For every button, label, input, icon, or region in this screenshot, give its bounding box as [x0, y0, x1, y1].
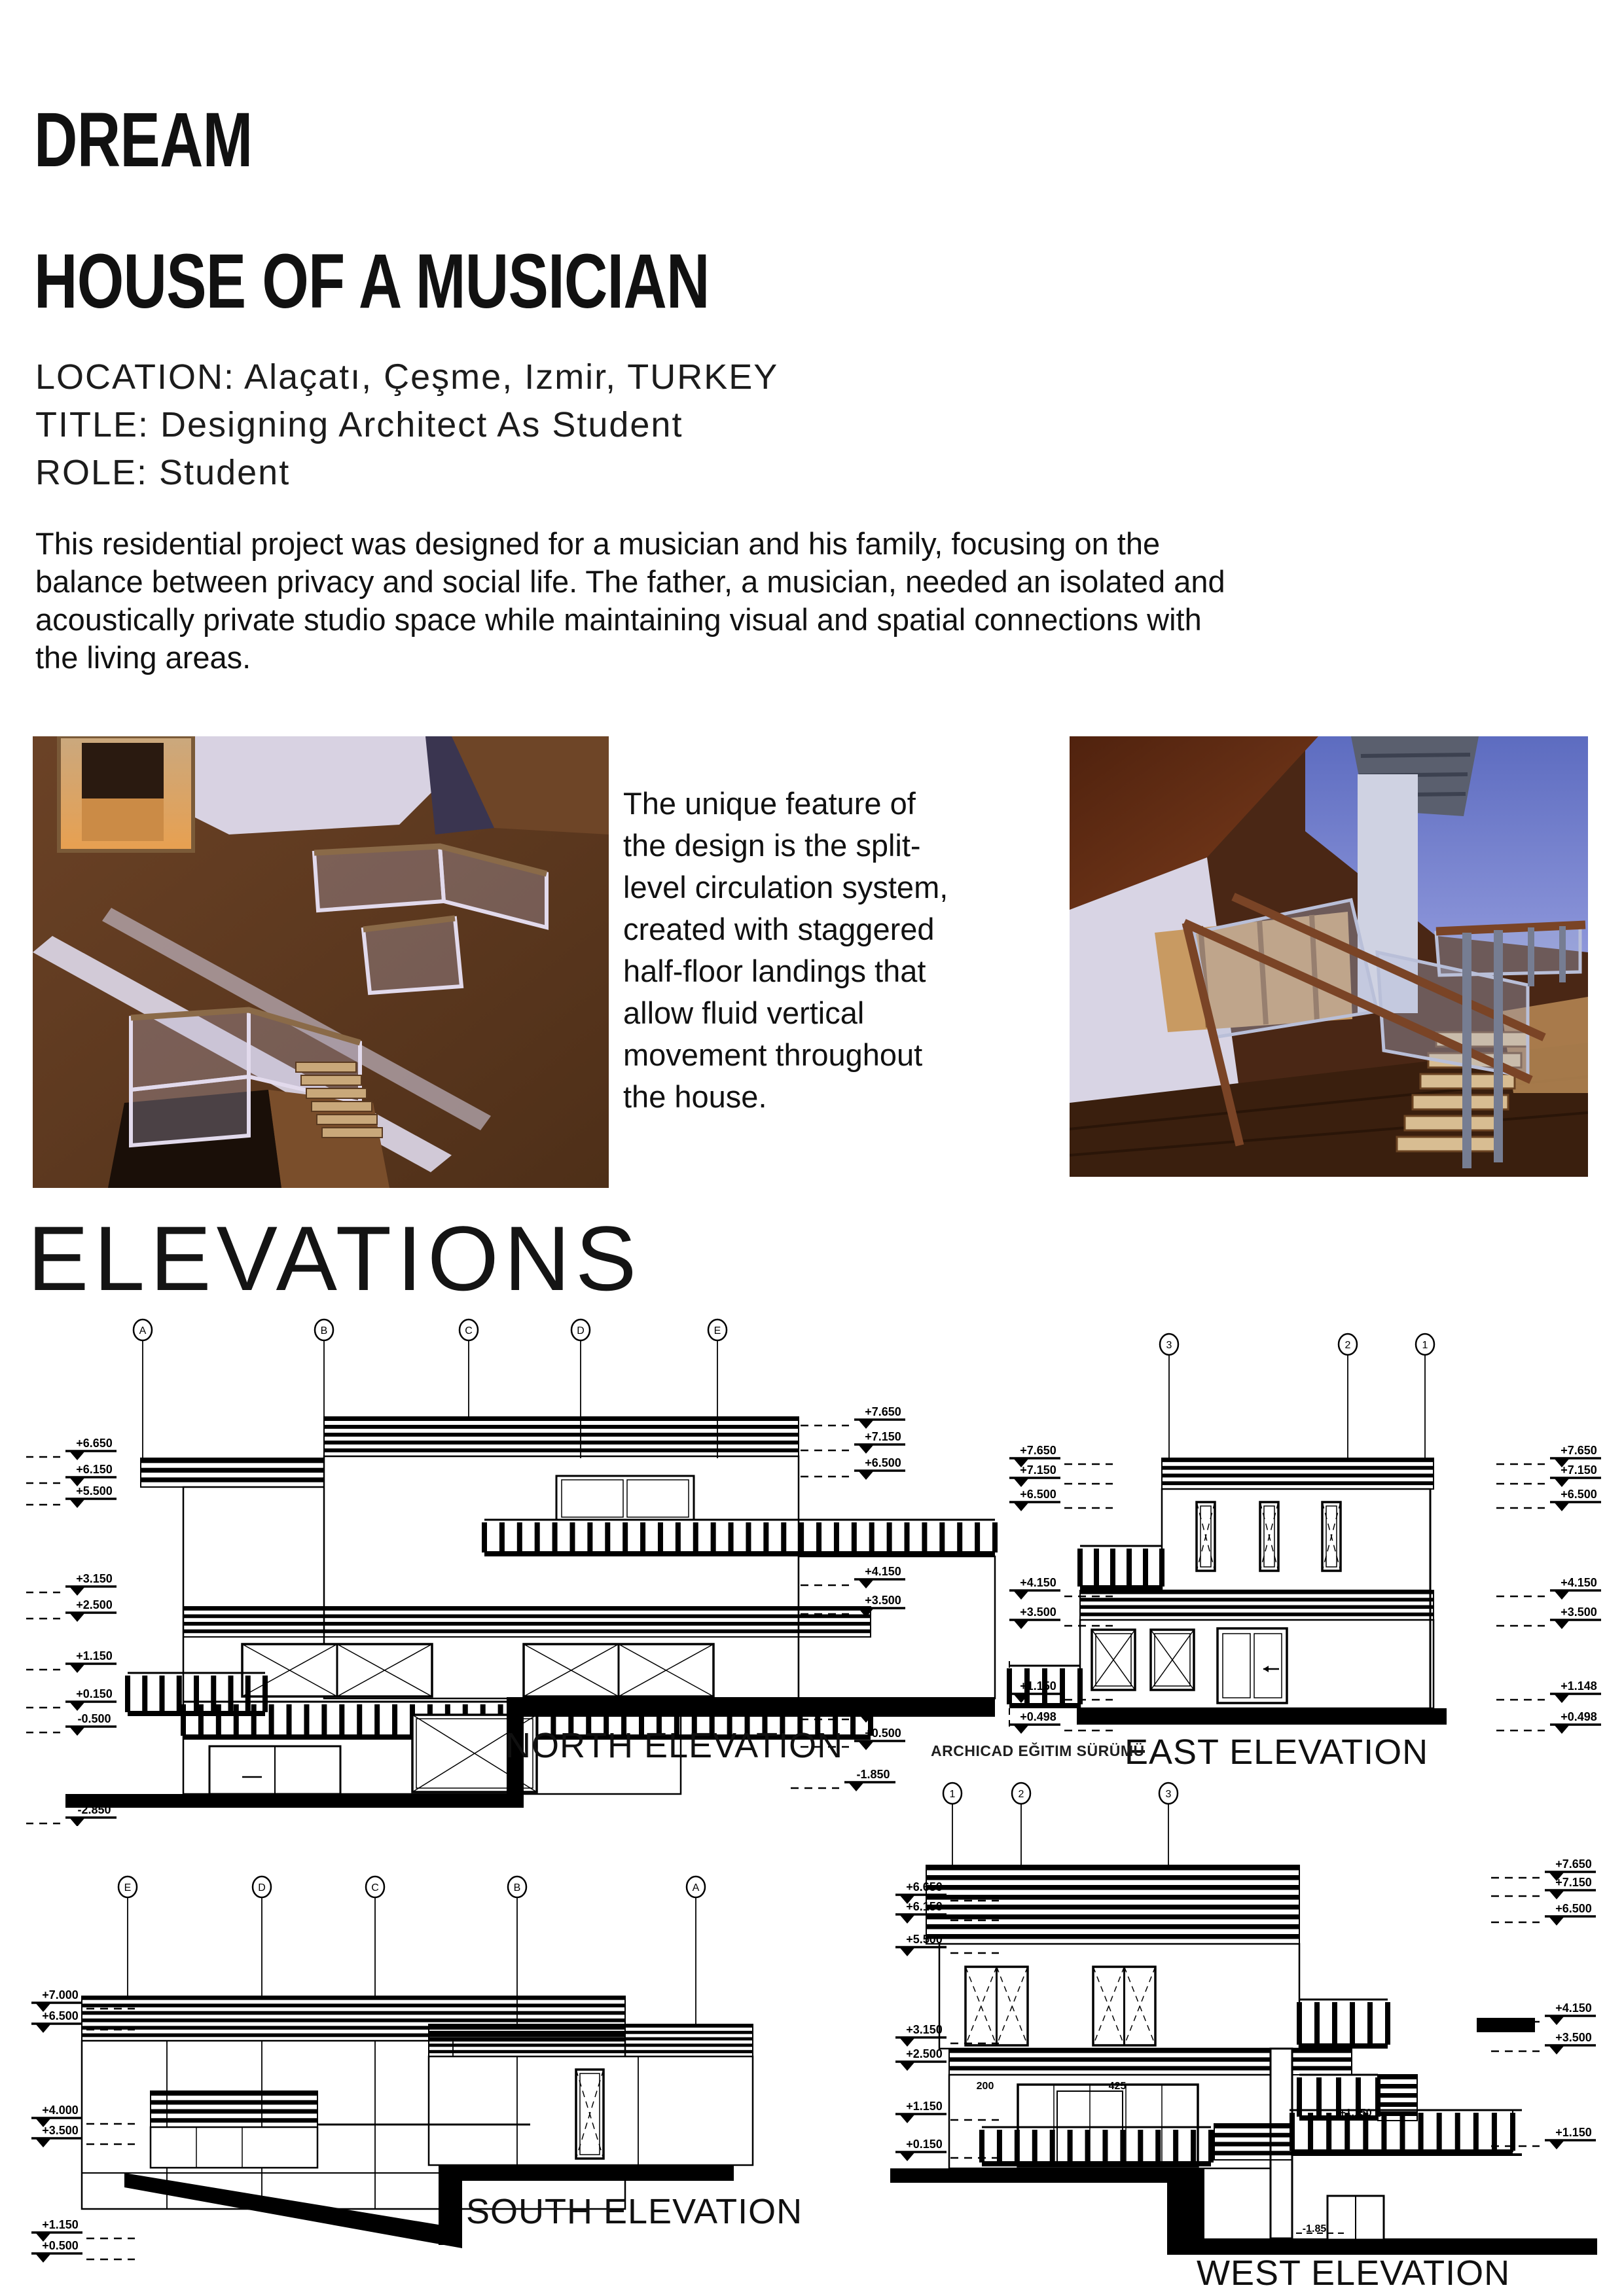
level-marker: +3.500 [1020, 1605, 1056, 1619]
feature-line: the house. [623, 1079, 767, 1114]
grid-bubble: 1 [949, 1789, 956, 1800]
level-marker: +1.150 [42, 2218, 79, 2231]
level-marker: +0.500 [42, 2239, 79, 2252]
level-marker: +7.650 [1561, 1444, 1597, 1457]
east-elevation-label: EAST ELEVATION [1125, 1732, 1429, 1772]
render-stair-dusk-view [1070, 736, 1588, 1177]
grid-bubble: 3 [1166, 1340, 1172, 1351]
level-marker: +2.500 [906, 2047, 943, 2060]
level-marker: +0.498 [1561, 1710, 1597, 1723]
north-elevation-label: NORTH ELEVATION [505, 1726, 844, 1765]
level-marker: +6.500 [1561, 1488, 1597, 1501]
meta-title: TITLE: Designing Architect As Student [35, 405, 683, 444]
level-marker: +3.150 [76, 1572, 113, 1585]
grid-bubble: B [320, 1325, 328, 1336]
level-marker: +3.500 [865, 1594, 901, 1607]
level-marker: +6.650 [76, 1437, 113, 1450]
level-marker: +1.150 [1555, 2126, 1592, 2139]
level-marker: -1.850 [856, 1768, 890, 1781]
elevations-heading: ELEVATIONS [27, 1207, 642, 1310]
dimension-note: 425 [1108, 2081, 1127, 2092]
feature-line: created with staggered [623, 912, 935, 946]
level-marker: +4.150 [1020, 1576, 1056, 1589]
level-marker: +4.150 [1561, 1576, 1597, 1589]
grid-bubble: 2 [1018, 1789, 1024, 1800]
grid-bubble: B [513, 1882, 521, 1893]
feature-paragraph [623, 783, 948, 1118]
meta-role: ROLE: Student [35, 453, 291, 492]
feature-line: movement throughout [623, 1037, 923, 1072]
intro-line: acoustically private studio space while maintaining visual and spatial connections with [35, 602, 1202, 637]
meta-location: LOCATION: Alaçatı, Çeşme, Izmir, TURKEY [35, 357, 779, 397]
level-marker: +4.150 [865, 1565, 901, 1578]
level-marker: +0.498 [1020, 1710, 1056, 1723]
level-marker: +6.500 [1555, 1902, 1592, 1915]
level-marker: +7.150 [1561, 1463, 1597, 1477]
west-elevation-drawing [890, 1767, 1624, 2296]
dimension-note: -1.85 [1302, 2223, 1327, 2234]
level-marker: +1.150 [865, 1699, 901, 1712]
level-marker: +3.150 [906, 2023, 943, 2036]
render-stair-dusk-svg [1070, 736, 1588, 1177]
level-marker: +4.150 [1555, 2001, 1592, 2015]
render-interior-top-view-svg [33, 736, 609, 1188]
grid-bubble: A [139, 1325, 147, 1336]
grid-bubble: D [577, 1325, 585, 1336]
feature-line: allow fluid vertical [623, 996, 865, 1030]
grid-bubble: 2 [1344, 1340, 1351, 1351]
feature-line: The unique feature of [623, 786, 916, 821]
intro-line: the living areas. [35, 640, 251, 675]
level-marker: +6.500 [42, 2009, 79, 2022]
level-marker: +7.000 [42, 1988, 79, 2001]
level-marker: +7.150 [1020, 1463, 1056, 1477]
intro-paragraph [35, 525, 1225, 677]
page-title-line1: DREAM [34, 97, 253, 183]
project-meta [35, 353, 778, 497]
level-marker: +4.000 [42, 2104, 79, 2117]
level-marker: +7.650 [1020, 1444, 1056, 1457]
level-marker: +7.150 [865, 1430, 901, 1443]
level-marker: +1.150 [906, 2100, 943, 2113]
level-marker: +1.150 [1020, 1679, 1056, 1693]
level-marker: +3.500 [1555, 2031, 1592, 2044]
grid-bubble: 3 [1165, 1789, 1172, 1800]
level-marker: +7.650 [1555, 1857, 1592, 1871]
level-marker: +6.500 [1020, 1488, 1056, 1501]
level-marker: +6.650 [906, 1880, 943, 1893]
grid-bubble: E [713, 1325, 721, 1336]
level-marker: +1.148 [1561, 1679, 1597, 1693]
grid-bubble: C [465, 1325, 473, 1336]
dimension-note: +1.150 [1339, 2108, 1372, 2119]
intro-line: This residential project was designed for a musician and his family, focusing on the [35, 526, 1161, 561]
level-marker: +0.150 [76, 1687, 113, 1700]
grid-bubble: 1 [1422, 1340, 1428, 1351]
level-marker: +5.500 [906, 1933, 943, 1946]
grid-bubble: C [371, 1882, 379, 1893]
level-marker: +6.500 [865, 1456, 901, 1469]
archicad-watermark: ARCHICAD EĞITIM SÜRÜMÜ [931, 1742, 1145, 1759]
dimension-note: 200 [976, 2081, 994, 2092]
level-marker: -0.500 [77, 1712, 111, 1725]
intro-line: balance between privacy and social life. The father, a musician, needed an isolated and [35, 564, 1225, 599]
grid-bubble: E [124, 1882, 132, 1893]
page-title-line2: HOUSE OF A MUSICIAN [34, 238, 710, 325]
east-elevation-drawing [1001, 1316, 1617, 1787]
level-marker: +2.500 [76, 1598, 113, 1611]
level-marker: +7.650 [865, 1405, 901, 1418]
level-marker: +3.500 [1561, 1605, 1597, 1619]
level-marker: +3.500 [42, 2124, 79, 2137]
level-marker: +7.150 [1555, 1876, 1592, 1889]
south-elevation-label: SOUTH ELEVATION [466, 2192, 803, 2231]
render-interior-top-view [33, 736, 609, 1188]
feature-line: half-floor landings that [623, 954, 926, 988]
level-marker: +6.150 [906, 1900, 943, 1913]
level-marker: +0.500 [865, 1727, 901, 1740]
level-marker: +1.150 [76, 1649, 113, 1662]
level-marker: +6.150 [76, 1463, 113, 1476]
level-marker: +0.150 [906, 2138, 943, 2151]
level-marker: -2.850 [77, 1803, 111, 1816]
feature-line: the design is the split- [623, 828, 921, 863]
grid-bubble: D [258, 1882, 266, 1893]
west-elevation-label: WEST ELEVATION [1197, 2253, 1511, 2293]
feature-line: level circulation system, [623, 870, 948, 905]
level-marker: +5.500 [76, 1484, 113, 1498]
grid-bubble: A [692, 1882, 700, 1893]
